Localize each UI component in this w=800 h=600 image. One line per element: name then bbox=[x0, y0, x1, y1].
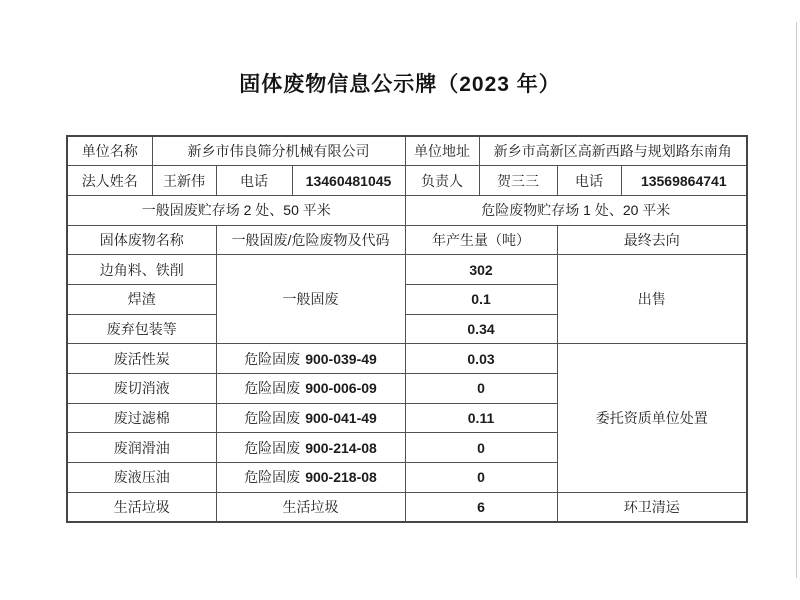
waste-category bbox=[216, 344, 405, 374]
row-storage-info bbox=[67, 195, 747, 225]
phone1-label: 电话 bbox=[216, 166, 292, 196]
manager-label: 负责人 bbox=[405, 166, 479, 196]
header-waste-category: 一般固废/危险废物及代码 bbox=[216, 225, 405, 255]
phone2-label: 电话 bbox=[557, 166, 621, 196]
waste-amount: 0 bbox=[405, 433, 557, 463]
phone1-value: 13460481045 bbox=[292, 166, 405, 196]
table-row bbox=[67, 492, 747, 522]
waste-amount: 0.03 bbox=[405, 344, 557, 374]
unit-address-value: 新乡市高新区高新西路与规划路东南角 bbox=[479, 136, 747, 166]
waste-type: 危险固废 bbox=[244, 380, 301, 397]
waste-name: 焊渣 bbox=[67, 284, 216, 314]
waste-amount: 0 bbox=[405, 374, 557, 404]
waste-type: 危险固废 bbox=[244, 439, 301, 456]
waste-name: 废液压油 bbox=[67, 463, 216, 493]
waste-name: 废过滤棉 bbox=[67, 403, 216, 433]
legal-person-label: 法人姓名 bbox=[67, 166, 152, 196]
waste-name: 废活性炭 bbox=[67, 344, 216, 374]
waste-amount: 0.1 bbox=[405, 284, 557, 314]
waste-type: 危险固废 bbox=[244, 410, 301, 427]
unit-address-label: 单位地址 bbox=[405, 136, 479, 166]
row-unit-info bbox=[67, 136, 747, 166]
waste-code: 900-006-09 bbox=[305, 380, 377, 397]
waste-info-table bbox=[66, 135, 748, 523]
waste-amount: 0 bbox=[405, 463, 557, 493]
waste-category bbox=[216, 374, 405, 404]
waste-amount: 6 bbox=[405, 492, 557, 522]
page-title: 固体废物信息公示牌（2023 年） bbox=[239, 73, 561, 96]
manager-value: 贺三三 bbox=[479, 166, 557, 196]
header-final-destination: 最终去向 bbox=[557, 225, 747, 255]
destination-sanitation: 环卫清运 bbox=[557, 492, 747, 522]
waste-amount: 302 bbox=[405, 255, 557, 285]
destination-sale: 出售 bbox=[557, 255, 747, 344]
header-waste-name: 固体废物名称 bbox=[67, 225, 216, 255]
waste-type: 危险固废 bbox=[244, 350, 301, 367]
phone2-value: 13569864741 bbox=[621, 166, 747, 196]
waste-category bbox=[216, 433, 405, 463]
hazard-storage-text: 危险废物贮存场 1 处、20 平米 bbox=[405, 195, 747, 225]
waste-category: 生活垃圾 bbox=[216, 492, 405, 522]
waste-name: 边角料、铁削 bbox=[67, 255, 216, 285]
waste-amount: 0.11 bbox=[405, 403, 557, 433]
waste-amount: 0.34 bbox=[405, 314, 557, 344]
destination-entrusted-disposal: 委托资质单位处置 bbox=[557, 344, 747, 492]
page-right-edge-line bbox=[796, 22, 797, 578]
waste-code: 900-039-49 bbox=[305, 350, 377, 367]
waste-name: 废弃包装等 bbox=[67, 314, 216, 344]
waste-name: 生活垃圾 bbox=[67, 492, 216, 522]
waste-code: 900-214-08 bbox=[305, 439, 377, 456]
table-row bbox=[67, 344, 747, 374]
waste-type: 危险固废 bbox=[244, 469, 301, 486]
waste-code: 900-218-08 bbox=[305, 469, 377, 486]
table-row bbox=[67, 255, 747, 285]
waste-code: 900-041-49 bbox=[305, 410, 377, 427]
waste-name: 废切消液 bbox=[67, 374, 216, 404]
general-storage-text: 一般固废贮存场 2 处、50 平米 bbox=[67, 195, 405, 225]
unit-name-label: 单位名称 bbox=[67, 136, 152, 166]
header-annual-amount: 年产生量（吨） bbox=[405, 225, 557, 255]
unit-name-value: 新乡市伟良筛分机械有限公司 bbox=[152, 136, 405, 166]
waste-name: 废润滑油 bbox=[67, 433, 216, 463]
waste-category bbox=[216, 463, 405, 493]
row-table-headers bbox=[67, 225, 747, 255]
waste-category-general: 一般固废 bbox=[216, 255, 405, 344]
row-contact-info bbox=[67, 166, 747, 196]
legal-person-value: 王新伟 bbox=[152, 166, 216, 196]
waste-category bbox=[216, 403, 405, 433]
